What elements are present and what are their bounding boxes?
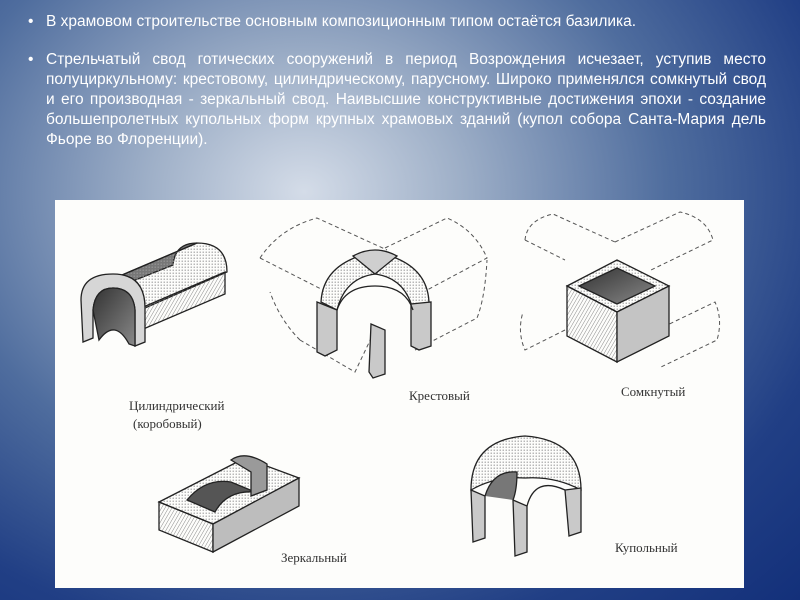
dome-vault-drawing — [471, 436, 581, 556]
caption-cross: Крестовый — [409, 388, 470, 403]
bullet-basilica — [26, 12, 766, 32]
vault-types-figure — [55, 200, 744, 588]
caption-dome: Купольный — [615, 540, 678, 555]
mirror-vault-drawing — [159, 456, 299, 552]
caption-cylindrical: Цилиндрический — [129, 398, 225, 413]
bullet-text: • Стрельчатый свод готических сооружений в период Возрождения исчезает, уступив место полуциркульному: крестовому, цилиндрическому, парусному. Широко применялся сомкнутый свод и его производная - зеркальный свод. Наивысшие конструктивные достижения эпохи - создание большепролетных купольных форм крупных храмовых зданий (купол собора Санта-Мария дель Фьоре во Флоренции). — [46, 51, 766, 148]
caption-mirror: Зеркальный — [281, 550, 347, 565]
cylindrical-vault-drawing — [81, 243, 227, 346]
closed-vault-drawing — [520, 212, 719, 368]
bullet-text: • В храмовом строительстве основным композиционным типом остаётся базилика. — [46, 13, 637, 30]
cross-vault-drawing — [260, 218, 487, 378]
bullet-list — [26, 12, 766, 168]
bullet-vaults — [26, 50, 766, 150]
caption-closed: Сомкнутый — [621, 384, 686, 399]
vault-diagrams — [55, 200, 744, 588]
caption-cylindrical-sub: (коробовый) — [133, 416, 202, 431]
